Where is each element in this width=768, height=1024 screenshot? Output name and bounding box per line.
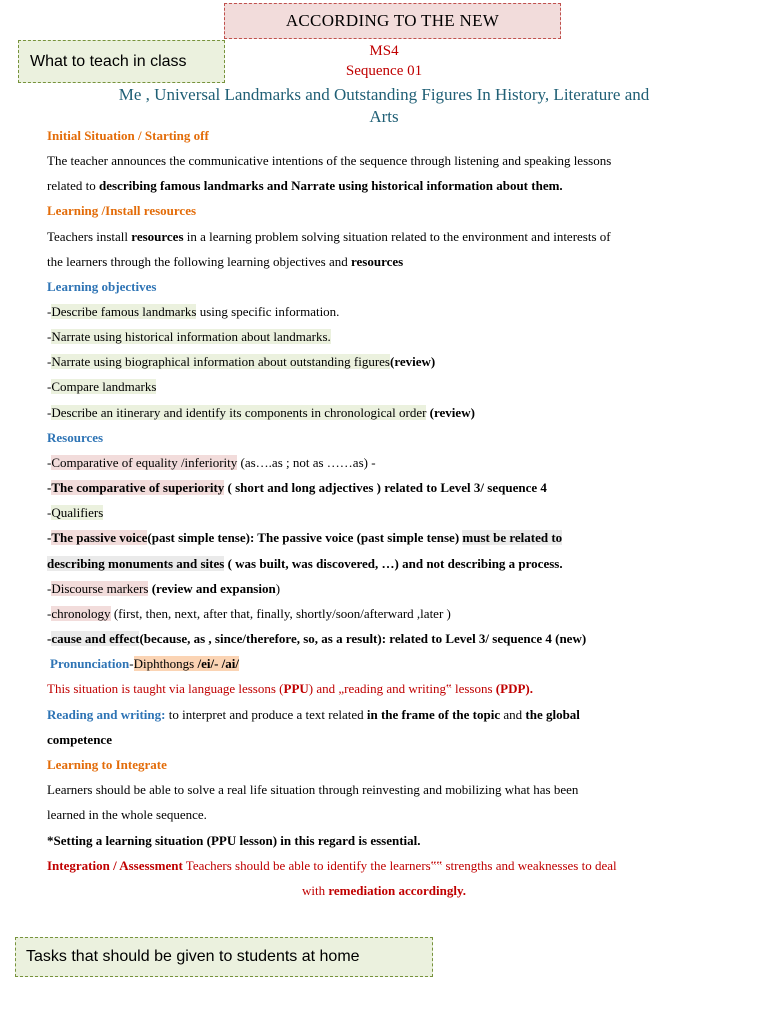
text-run: -	[47, 505, 52, 520]
highlight-run: Describe famous landmarks	[51, 304, 197, 319]
sequence-label: Sequence 01	[345, 63, 423, 79]
highlight-run: Narrate using historical information about landmarks.	[51, 329, 331, 344]
resource-item	[47, 605, 737, 623]
text-run: the learners through the following learning objectives and	[47, 254, 351, 269]
text-run: in a learning problem solving situation related to the environment and interests of	[183, 229, 611, 244]
text-run-bold: in the frame of the topic	[366, 707, 501, 722]
assessment-label: Integration / Assessment	[47, 858, 183, 873]
sequence-title-line-1: Me , Universal Landmarks and Outstanding Figures In History, Literature and	[118, 85, 650, 104]
level-label: MS4	[369, 43, 399, 59]
text-run: -	[129, 656, 134, 671]
resource-item	[47, 630, 737, 648]
text-run: -	[47, 631, 52, 646]
text-run-bold: describing famous landmarks and Narrate using historical information about them.	[98, 178, 563, 193]
text-run-bold: resources	[131, 229, 184, 244]
text-run: -	[47, 480, 52, 495]
text-run: to interpret and produce a text related	[165, 707, 367, 722]
objective-item	[47, 303, 737, 321]
text-run: (as….as ; not as ……as) -	[237, 455, 376, 470]
text-run: ) and „reading and writing‟ lessons	[308, 681, 496, 696]
integrate-line-1: Learners should be able to solve a real life situation through reinvesting and mobilizing what has been	[47, 782, 579, 797]
text-run: Teachers should be able to identify the learners‟‟ strengths and weaknesses to deal	[182, 858, 617, 873]
highlight-run: The comparative of superiority	[51, 480, 225, 495]
resource-item	[47, 555, 737, 573]
learning-objectives-heading: Learning objectives	[47, 279, 157, 294]
highlight-run: Describe an itinerary and identify its components in chronological order	[51, 405, 427, 420]
assessment-line-2	[0, 882, 768, 900]
highlight-run: The passive voice	[51, 530, 148, 545]
resource-item	[47, 580, 737, 598]
highlight-run: /ei/- /ai/	[197, 656, 240, 671]
text-run: -	[47, 606, 52, 621]
sequence-title-line-2: Arts	[369, 107, 399, 126]
reading-writing-label: Reading and writing:	[47, 707, 166, 722]
pronunciation-label: Pronunciation	[50, 656, 130, 671]
learning-to-integrate-heading: Learning to Integrate	[47, 757, 167, 772]
text-run: and	[500, 707, 526, 722]
text-run-bold: the global	[525, 707, 580, 722]
highlight-run: Compare landmarks	[51, 379, 157, 394]
what-to-teach-label: What to teach in class	[30, 53, 187, 70]
text-run-bold: (PDP).	[495, 681, 533, 696]
reading-writing-line-2: competence	[47, 732, 112, 747]
header-title: ACCORDING TO THE NEW	[285, 11, 500, 30]
integrate-line-2: learned in the whole sequence.	[47, 807, 207, 822]
highlight-run: cause and effect	[51, 631, 140, 646]
text-run: -	[47, 329, 52, 344]
integrate-note: *Setting a learning situation (PPU lesson) in this regard is essential.	[47, 833, 421, 848]
install-resources-line-2	[47, 253, 737, 271]
text-run: ( was built, was discovered, …) and not describing a process.	[224, 556, 563, 571]
text-run: ( short and long adjectives ) related to Level 3/ sequence 4	[224, 480, 547, 495]
assessment-line-1	[47, 857, 737, 875]
text-run-bold: (review and expansion	[148, 581, 276, 596]
text-run-bold: remediation accordingly.	[328, 883, 467, 898]
install-resources-heading: Learning /Install resources	[47, 203, 197, 218]
text-run: (first, then, next, after that, finally, shortly/soon/afterward ,later )	[110, 606, 451, 621]
objective-item	[47, 328, 737, 346]
text-run: -	[47, 581, 52, 596]
highlight-run: chronology	[51, 606, 111, 621]
highlight-run: Diphthongs	[133, 656, 198, 671]
text-run: with	[301, 883, 329, 898]
resources-heading: Resources	[47, 430, 104, 445]
highlight-run: Narrate using biographical information about outstanding figures	[51, 354, 390, 369]
homework-tasks-box	[15, 937, 433, 977]
objective-item	[47, 378, 737, 396]
text-run: (past simple tense): The passive voice (past simple tense)	[147, 530, 463, 545]
situation-note	[47, 680, 737, 698]
highlight-run: Discourse markers	[51, 581, 149, 596]
initial-situation-heading: Initial Situation / Starting off	[47, 128, 209, 143]
resource-item	[47, 479, 737, 497]
resource-item	[47, 529, 737, 547]
text-run: -	[47, 405, 52, 420]
highlight-run: Qualifiers	[51, 505, 104, 520]
text-run: -	[47, 455, 52, 470]
text-run-bold: (review)	[426, 405, 475, 420]
homework-tasks-label: Tasks that should be given to students at home	[26, 948, 360, 965]
text-run: using specific information.	[196, 304, 340, 319]
initial-situation-line-1: The teacher announces the communicative intentions of the sequence through listening and speaking lessons	[47, 153, 612, 168]
text-run: (because, as , since/therefore, so, as a result): related to Level 3/ sequence 4 (new)	[139, 631, 587, 646]
objective-item	[47, 404, 737, 422]
text-run: This situation is taught via language lessons (	[47, 681, 284, 696]
text-run: -	[47, 530, 52, 545]
text-run: Teachers install	[47, 229, 132, 244]
text-run: -	[47, 379, 52, 394]
text-run: -	[47, 354, 52, 369]
document-header-box	[224, 3, 561, 39]
text-run: -	[47, 304, 52, 319]
pronunciation-line	[50, 655, 740, 673]
resource-item	[47, 454, 737, 472]
text-run-bold: resources	[350, 254, 404, 269]
text-run-bold: (review)	[389, 354, 436, 369]
initial-situation-line-2	[47, 177, 737, 195]
reading-writing-line-1	[47, 706, 737, 724]
objective-item	[47, 353, 737, 371]
sequence-title	[40, 84, 728, 128]
text-run-bold: PPU	[283, 681, 309, 696]
highlight-run: describing monuments and sites	[47, 556, 225, 571]
text-run: )	[275, 581, 281, 596]
resource-item	[47, 504, 737, 522]
highlight-run: Comparative of equality /inferiority	[51, 455, 238, 470]
install-resources-line-1	[47, 228, 737, 246]
text-run: related to	[47, 178, 99, 193]
highlight-run: must be related to	[462, 530, 563, 545]
